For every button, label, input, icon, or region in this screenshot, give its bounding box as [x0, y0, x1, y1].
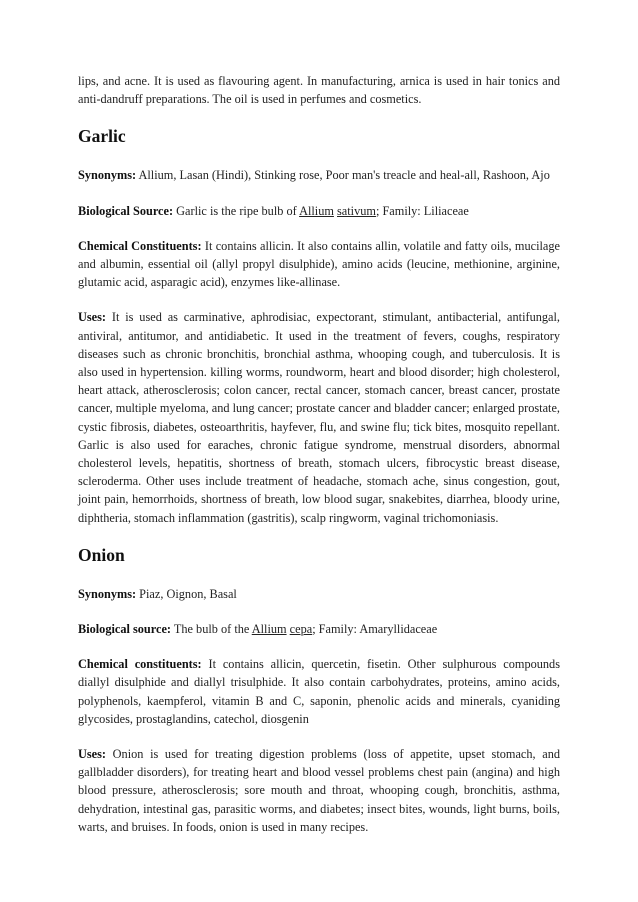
onion-heading: Onion [78, 544, 125, 565]
onion-chem-label: Chemical constituents: [78, 657, 202, 672]
onion-chem-text: It contains allicin, quercetin, fisetin. Other sulphurous compounds diallyl disulphide and diallyl trisulphide. It also contain carbohydrates, proteins, amino acids, polyphenols, kaempferol, vitamin B and C, saponin, phenolic acids and minerals, cyaniding glycosides, prostaglandins, catechol, diosgenin [78, 657, 560, 726]
garlic-synonyms-text: Allium, Lasan (Hindi), Stinking rose, Poor man's treacle and heal-all, Rashoon, Ajo [136, 168, 550, 183]
garlic-heading: Garlic [78, 126, 126, 147]
intro-paragraph: lips, and acne. It is used as flavouring agent. In manufacturing, arnica is used in hair tonics and anti-dandruff preparations. The oil is used in perfumes and cosmetics. [78, 74, 560, 107]
garlic-synonyms [78, 166, 560, 184]
onion-uses-text: Onion is used for treating digestion problems (loss of appetite, upset stomach, and gallbladder disorders), for treating heart and blood vessel problems chest pain (angina) and high blood pressure, atherosclerosis; sore mouth and throat, whooping cough, bronchitis, asthma, dehydration, intestinal gas, parasitic worms, and diabetes; insect bites, wounds, light burns, boils, warts, and bruises. In foods, onion is used in many recipes. [78, 747, 560, 834]
garlic-uses-label: Uses: [78, 310, 107, 325]
garlic-biological-source [78, 202, 560, 220]
onion-synonyms [78, 585, 560, 603]
garlic-uses-text: It is used as carminative, aphrodisiac, expectorant, stimulant, antibacterial, antifungal, antiviral, antitumor, and antidiabetic. It used in the treatment of fevers, coughs, respiratory diseases such as chronic bronchitis, bronchial asthma, whooping cough, and tuberculosis. It is also used in hypertension. killing worms, roundworm, heart and blood disorder; high cholesterol, heart attack, atherosclerosis; colon cancer, rectal cancer, stomach cancer, breast cancer, prostate cancer, multiple myeloma, and lung cancer; prostate cancer and bladder cancer; enlarged prostate, cystic fibrosis, diabetes, osteoarthritis, hayfever, flu, and swine flu; tick bites, mosquito repellant. Garlic is also used for earaches, chronic fatigue syndrome, menstrual disorders, abnormal cholesterol levels, hepatitis, shortness of breath, stomach ulcers, fibrocystic breast disease, scleroderma. Other uses include treatment of headache, stomach ache, sinus congestion, gout, joint pain, hemorrhoids, shortness of breath, low blood sugar, snakebites, diarrhea, bloody urine, diphtheria, stomach inflammation (gastritis), scalp ringworm, vaginal trichomoniasis. [78, 310, 560, 525]
onion-synonyms-text: Piaz, Oignon, Basal [136, 586, 237, 601]
onion-chemical-constituents [78, 655, 560, 728]
garlic-source-post: ; Family: Liliaceae [375, 203, 469, 218]
onion-uses [78, 745, 560, 836]
garlic-source-label: Biological Source: [78, 203, 174, 218]
onion-genus: Allium [251, 622, 287, 637]
garlic-chemical-constituents [78, 237, 560, 292]
garlic-genus: Allium [299, 203, 334, 218]
garlic-uses [78, 308, 560, 526]
onion-biological-source [78, 620, 560, 638]
garlic-chem-text: It contains allicin. It also contains allin, volatile and fatty oils, mucilage and albumin, essential oil (allyl propyl disulphide), amino acids (leucine, methionine, arginine, glutamic acid, asparagic acid), enzymes like-allinase. [78, 238, 560, 290]
garlic-source-pre: Garlic is the ripe bulb of [173, 203, 300, 218]
onion-source-label: Biological source: [78, 622, 172, 637]
onion-species: cepa [289, 622, 313, 637]
onion-source-post: ; Family: Amaryllidaceae [312, 622, 438, 637]
garlic-synonyms-label: Synonyms: [78, 168, 137, 183]
onion-source-pre: The bulb of the [171, 622, 252, 637]
garlic-chem-label: Chemical Constituents: [78, 238, 202, 253]
onion-synonyms-label: Synonyms: [78, 586, 137, 601]
garlic-species: sativum [337, 203, 376, 218]
page-content [78, 72, 560, 836]
onion-uses-label: Uses: [78, 747, 107, 762]
